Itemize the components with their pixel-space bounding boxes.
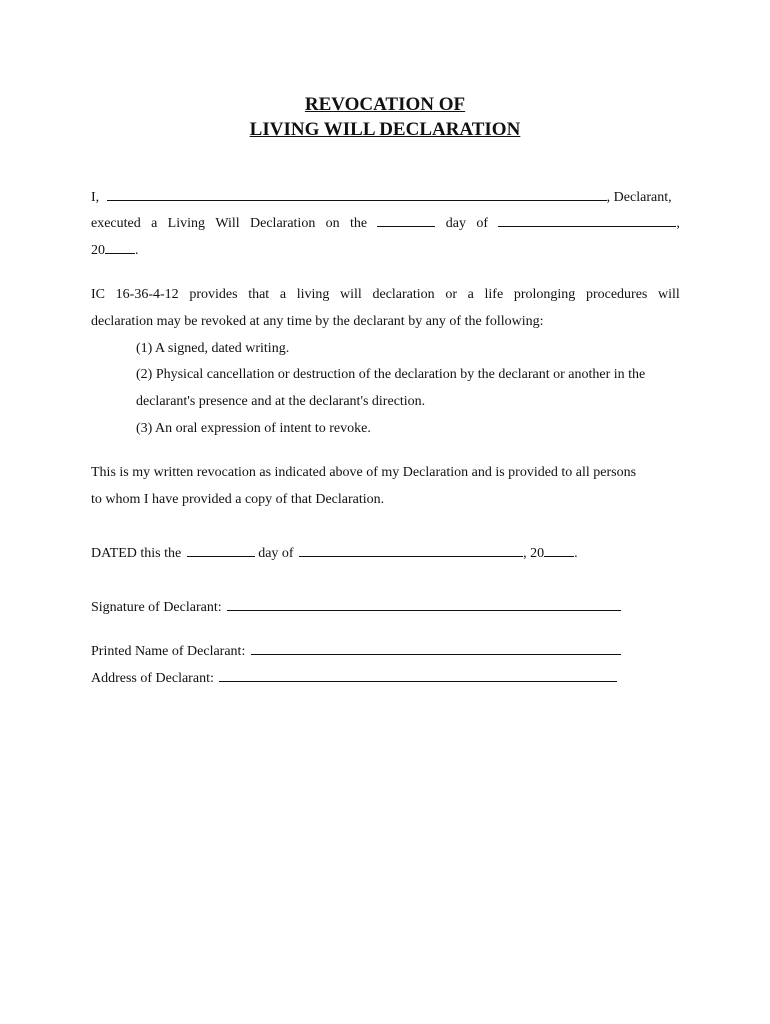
dated-day-blank[interactable] [187,544,255,557]
address-line [91,669,617,688]
declarant-name-blank[interactable] [107,188,607,201]
executed-day-blank[interactable] [377,214,435,227]
address-label: Address of Declarant: [91,671,214,686]
statute-word: IC [91,287,105,302]
dated-month-blank[interactable] [299,544,523,557]
year-prefix: 20 [91,243,105,258]
statute-word: or [445,287,457,302]
signature-blank[interactable] [227,598,621,611]
dated-day-of: day of [258,546,294,561]
printed-name-line [91,642,621,661]
statute-word: will [340,287,362,302]
signature-label: Signature of Declarant: [91,600,222,615]
year-suffix: . [135,243,139,258]
executed-word-2: a [151,216,158,231]
statute-word: that [248,287,270,302]
executed-word-5: Declaration [250,216,316,231]
declarant-line [91,188,672,207]
statute-word: living [296,287,330,302]
executed-line [91,214,680,233]
statute-word: declaration [372,287,435,302]
executed-month-blank[interactable] [498,214,676,227]
signature-line [91,598,621,617]
statute-word: will [658,287,680,302]
statute-word: provides [189,287,238,302]
executed-end: , [676,216,680,231]
printed-name-blank[interactable] [251,642,621,655]
executed-word-7: the [350,216,368,231]
declarant-suffix: , Declarant, [606,190,672,205]
statute-line-2: declaration may be revoked at any time by the declarant by any of the following: [91,314,544,329]
statute-line-1 [91,286,680,304]
executed-word-8: day [445,216,467,231]
executed-word-6: on [325,216,340,231]
revocation-statement-line-2: to whom I have provided a copy of that Declaration. [91,492,385,507]
revocation-method-2-cont: declarant's presence and at the declarant's direction. [136,394,426,409]
dated-year-prefix: , 20 [523,546,545,561]
year-line [91,241,139,260]
statute-word: prolonging [513,287,576,302]
revocation-method-3: (3) An oral expression of intent to revoke. [136,421,371,436]
executed-word-9: of [476,216,489,231]
executed-word-4: Will [215,216,240,231]
dated-year-blank[interactable] [544,544,574,557]
executed-word-3: Living [167,216,205,231]
statute-word: a [467,287,474,302]
revocation-statement-line-1: This is my written revocation as indicated above of my Declaration and is provided to all persons [91,465,637,480]
printed-name-label: Printed Name of Declarant: [91,644,246,659]
revocation-method-1: (1) A signed, dated writing. [136,341,290,356]
address-blank[interactable] [219,669,617,682]
dated-prefix: DATED this the [91,546,182,561]
statute-word: a [279,287,287,302]
revocation-method-2: (2) Physical cancellation or destruction of the declaration by the declarant or another in the [136,367,646,382]
declarant-lead: I, [91,190,100,205]
statute-word: 16-36-4-12 [115,287,179,302]
statute-word: life [484,287,504,302]
title-line-1: REVOCATION OF [304,94,466,115]
dated-line [91,544,578,563]
year-blank[interactable] [105,241,135,254]
title-line-2: LIVING WILL DECLARATION [249,119,521,140]
executed-word-1: executed [91,216,141,231]
dated-end: . [574,546,578,561]
statute-word: procedures [585,287,648,302]
